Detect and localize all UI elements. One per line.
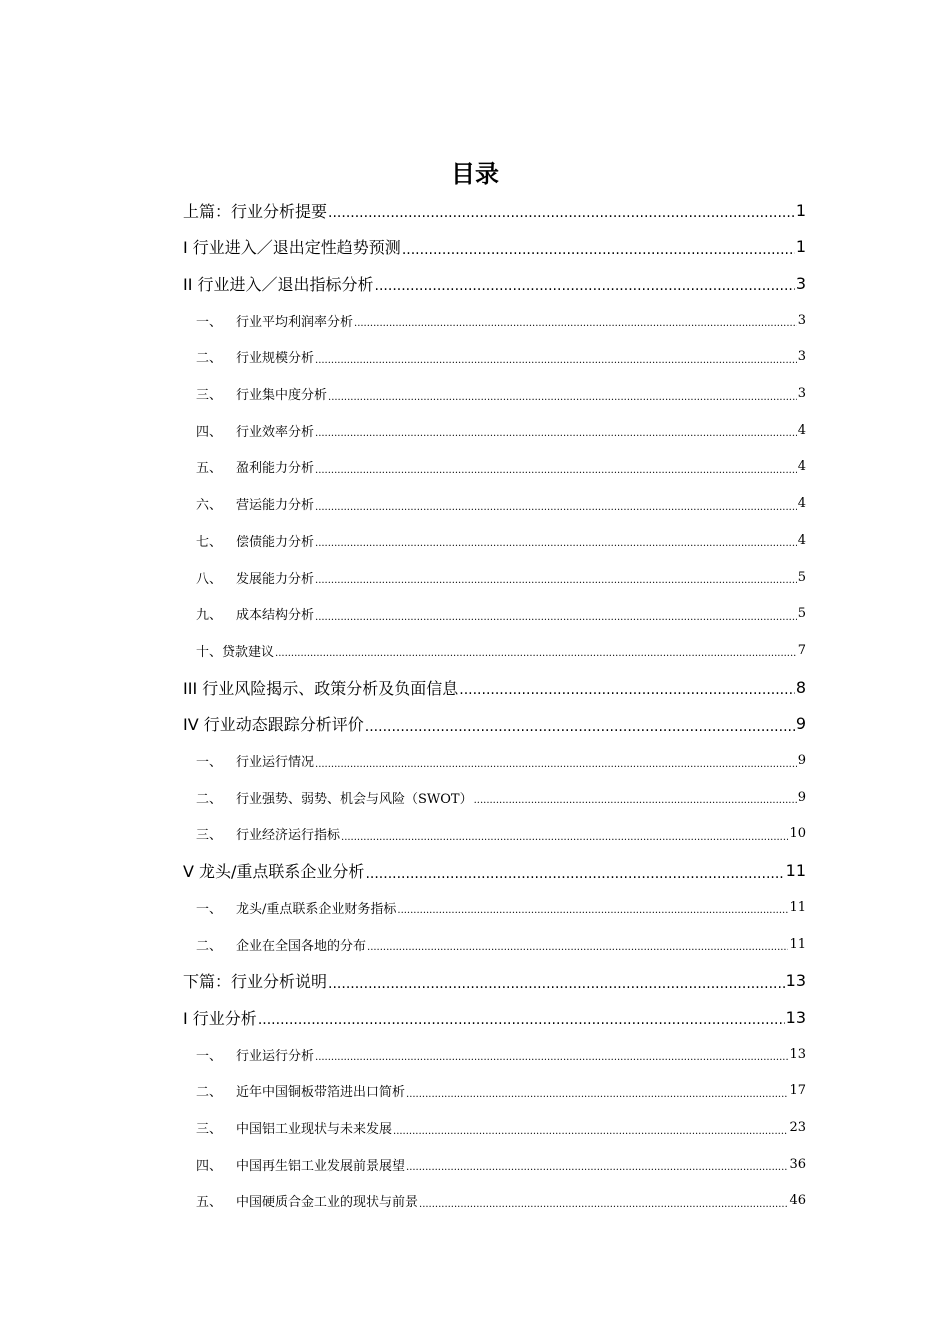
toc-entry-number: 一、 xyxy=(196,901,223,917)
toc-dot-leader xyxy=(354,314,797,334)
toc-entry-chapter[interactable] xyxy=(183,967,806,995)
toc-dot-leader xyxy=(315,498,797,518)
toc-entry-label: 偿债能力分析 xyxy=(236,534,315,550)
toc-entry-number: 五、 xyxy=(196,1195,223,1211)
toc-entry-section[interactable] xyxy=(196,600,806,628)
toc-entry-section[interactable] xyxy=(196,526,806,554)
toc-entry-section[interactable] xyxy=(196,783,806,811)
toc-dot-leader xyxy=(397,901,788,921)
toc-entry-number: 二、 xyxy=(196,1085,223,1101)
toc-dot-leader xyxy=(406,1158,788,1178)
toc-entry-section[interactable] xyxy=(196,1187,806,1215)
toc-entry-chapter[interactable] xyxy=(183,857,806,885)
toc-entry-label: 行业运行情况 xyxy=(236,755,315,770)
toc-entry-label: I 行业分析 xyxy=(183,1008,257,1028)
toc-entry-section[interactable] xyxy=(196,930,806,958)
toc-entry-label: 龙头/重点联系企业财务指标 xyxy=(236,901,397,917)
toc-dot-leader xyxy=(419,1195,788,1215)
toc-entry-label: 行业规模分析 xyxy=(236,351,315,367)
toc-dot-leader xyxy=(402,239,795,261)
toc-entry-page-number: 8 xyxy=(795,677,806,697)
toc-entry-number: 五、 xyxy=(196,461,223,477)
toc-entry-label: 中国铝工业现状与未来发展 xyxy=(236,1122,393,1137)
toc-entry-label: 下篇：行业分析说明 xyxy=(183,972,328,992)
toc-entry-page-number: 4 xyxy=(797,532,806,548)
toc-dot-leader xyxy=(406,1085,788,1105)
toc-entry-label: 企业在全国各地的分布 xyxy=(236,938,367,954)
toc-entry-label: 发展能力分析 xyxy=(236,571,315,587)
toc-entry-number: 九、 xyxy=(196,608,223,624)
toc-entry-chapter[interactable] xyxy=(183,233,806,261)
toc-entry-number: 三、 xyxy=(196,828,223,844)
toc-entry-section[interactable] xyxy=(196,1150,806,1178)
toc-dot-leader xyxy=(365,716,795,738)
toc-entry-section[interactable] xyxy=(196,380,806,408)
toc-entry-page-number: 3 xyxy=(795,273,806,293)
toc-entry-section[interactable] xyxy=(196,343,806,371)
toc-entry-number: 四、 xyxy=(196,424,223,440)
toc-dot-leader xyxy=(341,828,788,848)
toc-entry-page-number: 4 xyxy=(797,422,806,438)
toc-entry-label: 中国再生铝工业发展前景展望 xyxy=(236,1158,406,1174)
toc-entry-label: 成本结构分析 xyxy=(236,608,315,624)
toc-entry-section[interactable] xyxy=(196,416,806,444)
toc-dot-leader xyxy=(275,644,797,664)
toc-entry-page-number: 5 xyxy=(797,606,806,622)
toc-entry-section[interactable] xyxy=(196,820,806,848)
toc-entry-label: 行业运行分析 xyxy=(236,1048,315,1064)
toc-entry-page-number: 5 xyxy=(797,569,806,585)
toc-entry-label: III 行业风险揭示、政策分析及负面信息 xyxy=(183,678,459,698)
toc-dot-leader xyxy=(375,275,795,297)
toc-entry-page-number: 9 xyxy=(797,753,806,768)
toc-title: 目录 xyxy=(451,160,499,188)
toc-entry-page-number: 13 xyxy=(789,1046,806,1062)
toc-entry-page-number: 4 xyxy=(797,496,806,512)
toc-entry-page-number: 46 xyxy=(789,1193,806,1209)
toc-entry-chapter[interactable] xyxy=(183,196,806,224)
toc-dot-leader xyxy=(315,608,797,628)
toc-entry-number: 二、 xyxy=(196,351,223,367)
toc-entry-label: 中国硬质合金工业的现状与前景 xyxy=(236,1195,419,1211)
toc-entry-page-number: 9 xyxy=(795,714,806,734)
toc-entry-label: II 行业进入／退出指标分析 xyxy=(183,274,374,294)
toc-entry-number: 三、 xyxy=(196,388,223,403)
toc-entry-page-number: 3 xyxy=(797,386,806,401)
toc-entry-chapter[interactable] xyxy=(183,269,806,297)
toc-entry-number: 七、 xyxy=(196,534,223,550)
toc-entry-label: 行业集中度分析 xyxy=(236,388,328,403)
toc-entry-number: 八、 xyxy=(196,571,223,587)
toc-entry-section[interactable] xyxy=(196,490,806,518)
toc-dot-leader xyxy=(328,388,797,408)
toc-entry-page-number: 1 xyxy=(795,237,806,257)
toc-dot-leader xyxy=(365,863,784,885)
toc-dot-leader xyxy=(328,973,785,995)
toc-entry-section[interactable] xyxy=(196,453,806,481)
toc-entry-page-number: 36 xyxy=(789,1156,806,1172)
toc-entry-label: IV 行业动态跟踪分析评价 xyxy=(183,715,364,735)
toc-entry-chapter[interactable] xyxy=(183,1003,806,1031)
toc-entry-page-number: 4 xyxy=(797,459,806,475)
toc-entry-label: 盈利能力分析 xyxy=(236,461,315,477)
toc-entry-label: I 行业进入／退出定性趋势预测 xyxy=(183,238,401,258)
toc-dot-leader xyxy=(315,534,797,554)
toc-entry-section[interactable] xyxy=(196,563,806,591)
toc-entry-page-number: 13 xyxy=(785,1007,806,1027)
toc-entry-label: 营运能力分析 xyxy=(236,498,315,514)
toc-dot-leader xyxy=(393,1122,788,1142)
toc-entry-number: 六、 xyxy=(196,498,223,514)
toc-entry-label: 行业经济运行指标 xyxy=(236,828,341,844)
toc-entry-page-number: 3 xyxy=(797,349,806,365)
toc-entry-chapter[interactable] xyxy=(183,710,806,738)
toc-dot-leader xyxy=(315,351,797,371)
toc-entry-page-number: 9 xyxy=(797,789,806,805)
toc-dot-leader xyxy=(315,461,797,481)
toc-entry-label: 行业效率分析 xyxy=(236,424,315,440)
toc-entry-section[interactable] xyxy=(196,636,806,664)
toc-entry-section[interactable] xyxy=(196,747,806,775)
toc-entry-page-number: 3 xyxy=(797,312,806,328)
toc-entry-page-number: 11 xyxy=(789,899,806,915)
toc-entry-page-number: 7 xyxy=(797,642,806,658)
toc-entry-number: 三、 xyxy=(196,1122,223,1137)
toc-dot-leader xyxy=(315,424,797,444)
toc-entry-section[interactable] xyxy=(196,893,806,921)
toc-entry-label: 贷款建议 xyxy=(222,644,275,660)
toc-dot-leader xyxy=(367,938,788,958)
toc-dot-leader xyxy=(315,755,797,775)
toc-dot-leader xyxy=(315,571,797,591)
toc-entry-number: 十、 xyxy=(196,644,223,660)
toc-entry-number: 四、 xyxy=(196,1158,223,1174)
toc-dot-leader xyxy=(474,791,797,811)
toc-entry-label: 行业强势、弱势、机会与风险（SWOT） xyxy=(236,791,473,807)
toc-entry-page-number: 13 xyxy=(785,971,806,991)
toc-entry-page-number: 23 xyxy=(789,1120,806,1135)
toc-entry-page-number: 11 xyxy=(785,861,806,881)
toc-dot-leader xyxy=(315,1048,788,1068)
toc-entry-label: 近年中国铜板带箔进出口简析 xyxy=(236,1085,406,1101)
toc-entry-page-number: 1 xyxy=(795,200,806,220)
toc-entry-page-number: 17 xyxy=(789,1083,806,1099)
toc-entry-page-number: 10 xyxy=(789,826,806,842)
toc-dot-leader xyxy=(258,1009,785,1031)
toc-dot-leader xyxy=(328,202,795,224)
toc-entry-number: 二、 xyxy=(196,791,223,807)
toc-entry-label: V 龙头/重点联系企业分析 xyxy=(183,862,365,882)
toc-entry-page-number: 11 xyxy=(789,936,806,952)
toc-entry-chapter[interactable] xyxy=(183,673,806,701)
toc-entry-number: 二、 xyxy=(196,938,223,954)
toc-entry-section[interactable] xyxy=(196,1040,806,1068)
toc-entry-section[interactable] xyxy=(196,1114,806,1142)
toc-entry-section[interactable] xyxy=(196,306,806,334)
toc-entry-number: 一、 xyxy=(196,755,223,770)
toc-entry-number: 一、 xyxy=(196,314,223,330)
toc-entry-label: 上篇：行业分析提要 xyxy=(183,201,328,221)
toc-entry-number: 一、 xyxy=(196,1048,223,1064)
toc-entry-label: 行业平均利润率分析 xyxy=(236,314,354,330)
toc-dot-leader xyxy=(459,679,795,701)
toc-entry-section[interactable] xyxy=(196,1077,806,1105)
